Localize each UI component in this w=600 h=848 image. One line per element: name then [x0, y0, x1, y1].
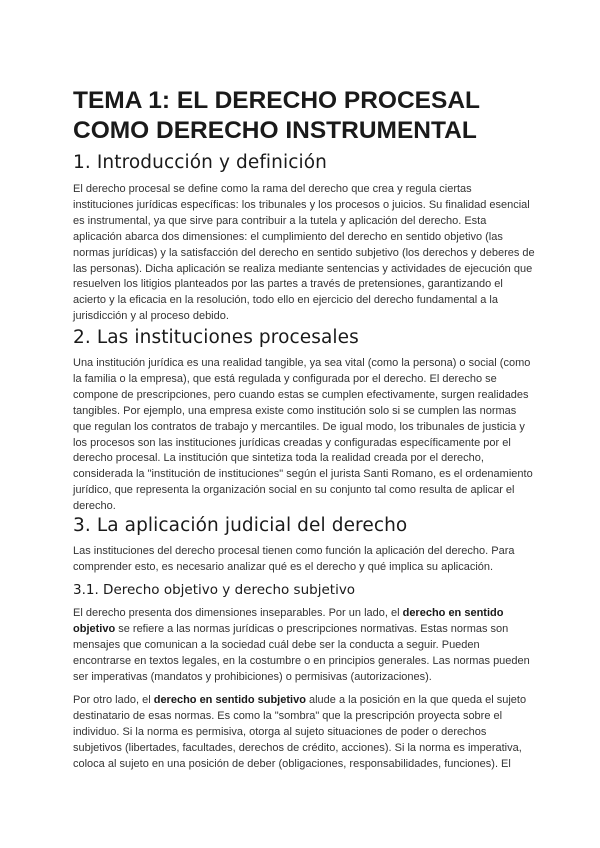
section-3-heading: 3. La aplicación judicial del derecho — [73, 515, 408, 536]
section-3-paragraph: Las instituciones del derecho procesal tienen como función la aplicación del derecho. Para comprender esto, es necesario analizar qué es el derecho y qué implica su aplicación. — [73, 545, 515, 573]
section-2-heading: 2. Las instituciones procesales — [73, 327, 359, 348]
subsection-3-1-paragraph-1 — [73, 606, 535, 686]
term-objective-law: derecho en sentido objetivo — [73, 607, 504, 635]
paragraph-text: alude a la posición en la que queda el sujeto destinatario de esas normas. Es como la "sombra" que la prescripción proyecta sobre el individuo. Si la norma es permisiva, otorga al sujeto situaciones de poder o derechos subjetivos (libertades, facultades, derechos de crédito, acciones). Si la norma es imperativa, coloca al sujeto en una posición de deber (obligaciones, responsabilidades, funciones). El — [73, 694, 527, 770]
section-2-paragraph: Una institución jurídica es una realidad tangible, ya sea vital (como la persona) o social (como la familia o la empresa), que está regulada y configurada por el derecho. El derecho se compone de prescripciones, pero cuando estas se cumplen efectivamente, surgen realidades tangibles. Por ejemplo, una empresa existe como institución solo si se cumplen las normas que regulan los contratos de trabajo y mercantiles. De igual modo, los tribunales de justicia y los procesos son las instituciones jurídicas creadas y configuradas específicamente por el derecho procesal. La institución que sintetiza toda la realidad creada por el derecho, considerada la "institución de instituciones" según el jurista Santi Romano, es el ordenamiento jurídico, que representa la organización social en su conjunto tal como resulta de aplicar el derecho. — [73, 357, 533, 513]
term-subjective-law: derecho en sentido subjetivo — [153, 694, 306, 706]
document-title: TEMA 1: EL DERECHO PROCESAL COMO DERECHO INSTRUMENTAL — [73, 87, 480, 144]
section-1-paragraph: El derecho procesal se define como la rama del derecho que crea y regula ciertas instituciones jurídicas específicas: los tribunales y los procesos o juicios. Su finalidad esencial es instrumental, ya que sirve para contribuir a la tutela y aplicación del derecho. Esta aplicación abarca dos dimensiones: el cumplimiento del derecho en sentido objetivo (las normas jurídicas) y la satisfacción del derecho en sentido subjetivo (los derechos y deberes de las personas). Dicha aplicación se realiza mediante sentencias y actividades de ejecución que resuelven los litigios planteados por las partes a través de pretensiones, garantizando el acierto y la eficacia en la resolución, todo ello en ejercicio del derecho fundamental a la jurisdicción y al proceso debido. — [73, 183, 535, 323]
paragraph-text: Por otro lado, el — [73, 694, 154, 706]
subsection-3-1-heading: 3.1. Derecho objetivo y derecho subjetivo — [73, 582, 356, 598]
subsection-3-1-paragraph-2 — [73, 693, 535, 773]
section-1-heading: 1. Introducción y definición — [73, 152, 327, 173]
paragraph-text: se refiere a las normas jurídicas o prescripciones normativas. Estas normas son mensajes que comunican a la sociedad cuál debe ser la conducta a seguir. Pueden encontrarse en textos legales, en la costumbre o en principios generales. Las normas pueden ser imperativas (mandatos y prohibiciones) o permisivas (autorizaciones). — [73, 622, 530, 683]
paragraph-text: El derecho presenta dos dimensiones inseparables. Por un lado, el — [73, 607, 403, 619]
